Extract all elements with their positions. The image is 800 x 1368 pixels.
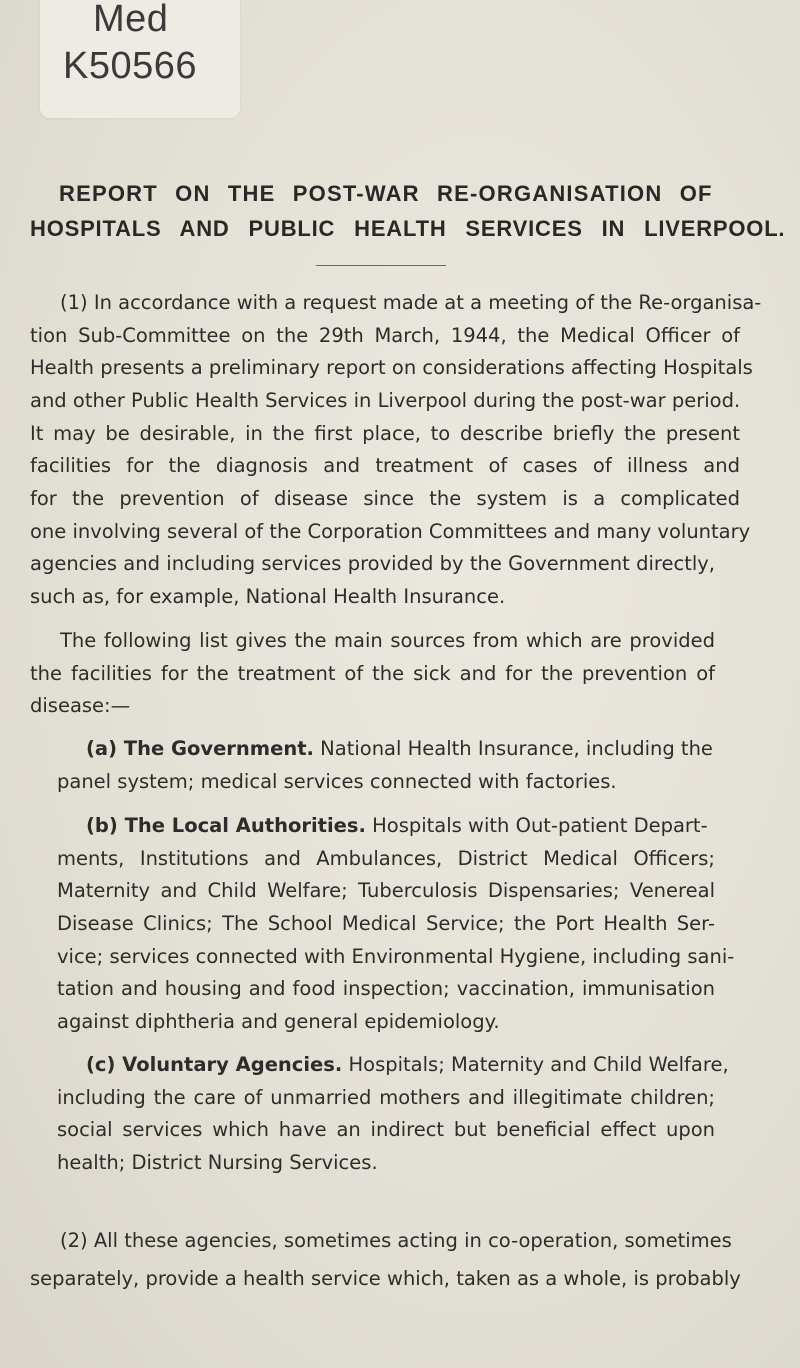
text-line: disease:— bbox=[30, 694, 131, 717]
text-line: Hospitals with Out-patient Depart- bbox=[365, 814, 708, 837]
text-line: Health presents a preliminary report on considerations affecting Hospitals bbox=[30, 356, 753, 379]
text-line: including the care of unmarried mothers and illegitimate children; bbox=[57, 1086, 715, 1109]
text-line: one involving several of the Corporation Committees and many voluntary bbox=[30, 520, 751, 543]
text-line: such as, for example, National Health Insurance. bbox=[30, 585, 506, 608]
text-line: tation and housing and food inspection; vaccination, immunisation bbox=[57, 977, 715, 1000]
text-line: panel system; medical services connected with factories. bbox=[57, 770, 617, 793]
item-heading: (a) The Government. bbox=[86, 737, 314, 760]
report-title-line-2: HOSPITALS AND PUBLIC HEALTH SERVICES IN LIVERPOOL. bbox=[30, 216, 786, 241]
text-line: for the prevention of disease since the system is a complicated bbox=[30, 487, 740, 510]
text-line: National Health Insurance, including the bbox=[313, 737, 713, 760]
text-line: It may be desirable, in the first place, to describe briefly the present bbox=[30, 422, 740, 445]
text-line: tion Sub-Committee on the 29th March, 1944, the Medical Officer of bbox=[30, 324, 740, 347]
text-line: Maternity and Child Welfare; Tuberculosis Dispensaries; Venereal bbox=[57, 879, 715, 902]
text-line: agencies and including services provided by the Government directly, bbox=[30, 552, 715, 575]
text-line: social services which have an indirect but beneficial effect upon bbox=[57, 1118, 715, 1141]
text-line: (2) All these agencies, sometimes acting in co-operation, sometimes bbox=[60, 1229, 732, 1252]
label-line-2: K50566 bbox=[63, 45, 198, 87]
text-line: separately, provide a health service which, taken as a whole, is probably bbox=[30, 1267, 741, 1290]
text-line: (1) In accordance with a request made at a meeting of the Re-organisa- bbox=[60, 291, 762, 314]
text-line: facilities for the diagnosis and treatment of cases of illness and bbox=[30, 454, 740, 477]
text-line: ments, Institutions and Ambulances, District Medical Officers; bbox=[57, 847, 715, 870]
text-line: health; District Nursing Services. bbox=[57, 1151, 378, 1174]
title-rule bbox=[316, 265, 446, 266]
text-line: vice; services connected with Environmental Hygiene, including sani- bbox=[57, 945, 735, 968]
item-heading: (b) The Local Authorities. bbox=[86, 814, 366, 837]
text-line: and other Public Health Services in Liverpool during the post-war period. bbox=[30, 389, 741, 412]
text-line: against diphtheria and general epidemiology. bbox=[57, 1010, 500, 1033]
text-line: Disease Clinics; The School Medical Service; the Port Health Ser- bbox=[57, 912, 715, 935]
report-title-line-1: REPORT ON THE POST-WAR RE-ORGANISATION OF bbox=[59, 181, 713, 206]
label-line-1: Med bbox=[93, 0, 169, 40]
text-line: The following list gives the main sources from which are provided bbox=[60, 629, 715, 652]
item-heading: (c) Voluntary Agencies. bbox=[86, 1053, 343, 1076]
text-line: the facilities for the treatment of the sick and for the prevention of bbox=[30, 662, 715, 685]
text-line: Hospitals; Maternity and Child Welfare, bbox=[342, 1053, 729, 1076]
